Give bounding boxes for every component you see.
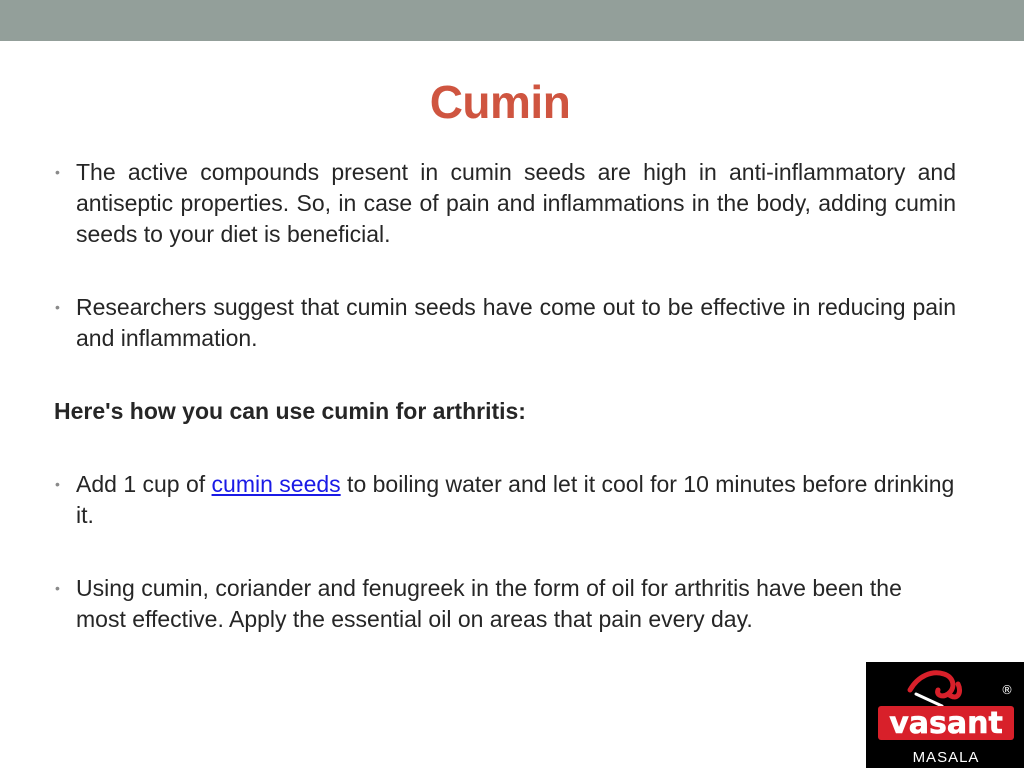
bullet-item [54, 469, 956, 531]
bullet-text-before: Add 1 cup of [76, 471, 212, 497]
logo-graphic [866, 662, 1024, 768]
slide-content [54, 157, 956, 635]
section-heading: Here's how you can use cumin for arthritis: [54, 398, 526, 424]
bullet-text: Researchers suggest that cumin seeds have come out to be effective in reducing pain and inflammation. [76, 294, 956, 351]
bullet-text: The active compounds present in cumin seeds are high in anti-inflammatory and antiseptic properties. So, in case of pain and inflammations in the body, adding cumin seeds to your diet is beneficial. [76, 159, 956, 247]
top-bar [0, 0, 1024, 41]
bullet-item [54, 573, 956, 635]
logo-registered-mark: ® [1001, 683, 1013, 697]
bullet-text-after: to boiling water and let it cool for 10 minutes before drinking it. [76, 471, 955, 528]
bullet-dot: • [55, 476, 60, 492]
vasant-masala-logo [866, 662, 1024, 768]
slide-title: Cumin [429, 76, 571, 128]
bullet-dot: • [55, 580, 60, 596]
bullet-item [54, 157, 956, 250]
logo-subtitle: MASALA [912, 749, 980, 766]
cumin-seeds-link[interactable]: cumin seeds [211, 471, 341, 497]
logo-brand-text: vasant [889, 706, 1003, 741]
bullet-text: Using cumin, coriander and fenugreek in the form of oil for arthritis have been the most effective. Apply the essential oil on areas that pain every day. [76, 575, 902, 632]
bullet-item [54, 292, 956, 354]
bullet-dot: • [55, 164, 60, 180]
bullet-dot: • [55, 299, 60, 315]
